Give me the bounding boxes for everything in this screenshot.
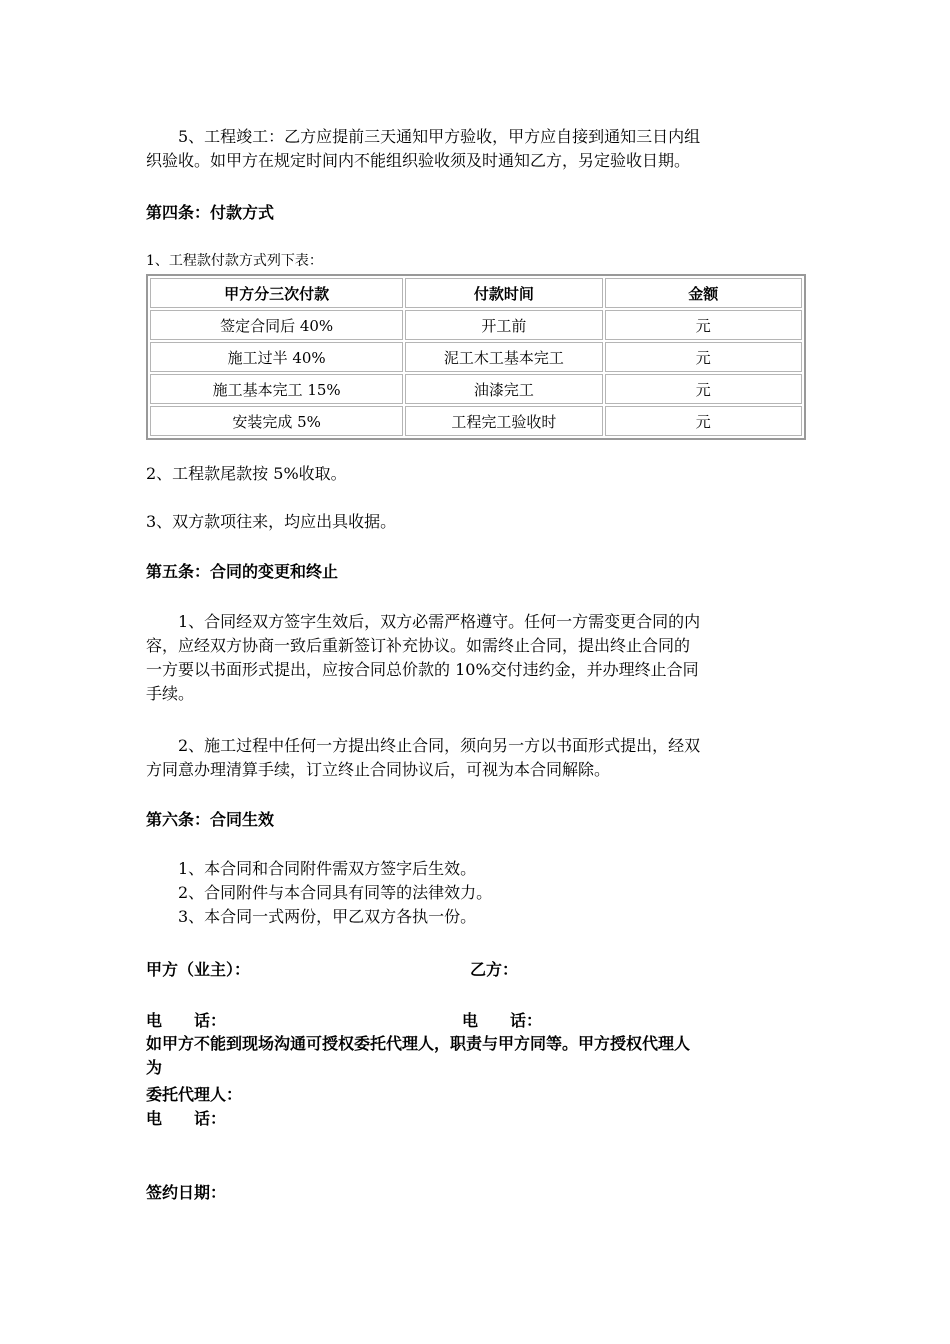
article-5-title: 第五条：合同的变更和终止 [146,562,339,581]
list-item: 3、本合同一式两份，甲乙双方各执一份。 [178,907,477,926]
payment-intro: 1、工程款付款方式列下表： [146,253,323,269]
agent-label: 委托代理人： [146,1085,243,1104]
table-cell: 泥工木工基本完工 [405,342,602,372]
clause-line: 手续。 [146,684,195,703]
table-cell: 元 [605,406,802,436]
article-6-items [146,857,492,929]
clause-line: 容，应经双方协商一致后重新签订补充协议。如需终止合同，提出终止合同的 [146,636,691,655]
table-header-row [150,278,802,308]
clause-5-completion [146,125,700,173]
table-row [150,342,802,372]
agent-phone-label: 电 话： [146,1109,227,1128]
article-4-title: 第四条：付款方式 [146,203,275,222]
article-6-title: 第六条：合同生效 [146,810,275,829]
payment-item-3: 3、双方款项往来，均应出具收据。 [146,512,397,531]
table-row [150,406,802,436]
table-cell: 签定合同后 40% [150,310,403,340]
clause-line: 一方要以书面形式提出，应按合同总价款的 10%交付违约金，并办理终止合同 [146,660,699,679]
list-item: 2、合同附件与本合同具有同等的法律效力。 [178,883,493,902]
party-a-label: 甲方（业主）： [146,960,251,979]
article-5-paragraph-1 [146,610,700,706]
column-header: 金额 [605,278,802,308]
table-cell: 元 [605,342,802,372]
table-cell: 安装完成 5% [150,406,403,436]
column-header: 付款时间 [405,278,602,308]
table-cell: 工程完工验收时 [405,406,602,436]
payment-table [146,274,806,440]
table-cell: 施工基本完工 15% [150,374,403,404]
table-row [150,310,802,340]
article-5-paragraph-2 [146,734,700,782]
party-b-label: 乙方： [470,960,519,979]
signing-date-label: 签约日期： [146,1183,227,1202]
table-cell: 元 [605,310,802,340]
clause-line: 1、合同经双方签字生效后，双方必需严格遵守。任何一方需变更合同的内 [178,612,701,631]
clause-line: 2、施工过程中任何一方提出终止合同，须向另一方以书面形式提出，经双 [178,736,701,755]
table-cell: 油漆完工 [405,374,602,404]
table-cell: 开工前 [405,310,602,340]
clause-line: 织验收。如甲方在规定时间内不能组织验收须及时通知乙方，另定验收日期。 [146,151,691,170]
clause-line: 5、工程竣工：乙方应提前三天通知甲方验收，甲方应自接到通知三日内组 [178,127,701,146]
agent-authorization-note-end: 为 [146,1058,163,1077]
table-cell: 元 [605,374,802,404]
party-b-phone-label: 电 话： [462,1011,543,1030]
agent-authorization-note: 如甲方不能到现场沟通可授权委托代理人，职责与甲方同等。甲方授权代理人 [146,1034,691,1053]
list-item: 1、本合同和合同附件需双方签字后生效。 [178,859,477,878]
table-cell: 施工过半 40% [150,342,403,372]
clause-line: 方同意办理清算手续，订立终止合同协议后，可视为本合同解除。 [146,760,611,779]
table-row [150,374,802,404]
column-header: 甲方分三次付款 [150,278,403,308]
payment-item-2: 2、工程款尾款按 5%收取。 [146,464,347,483]
party-a-phone-label: 电 话： [146,1011,227,1030]
